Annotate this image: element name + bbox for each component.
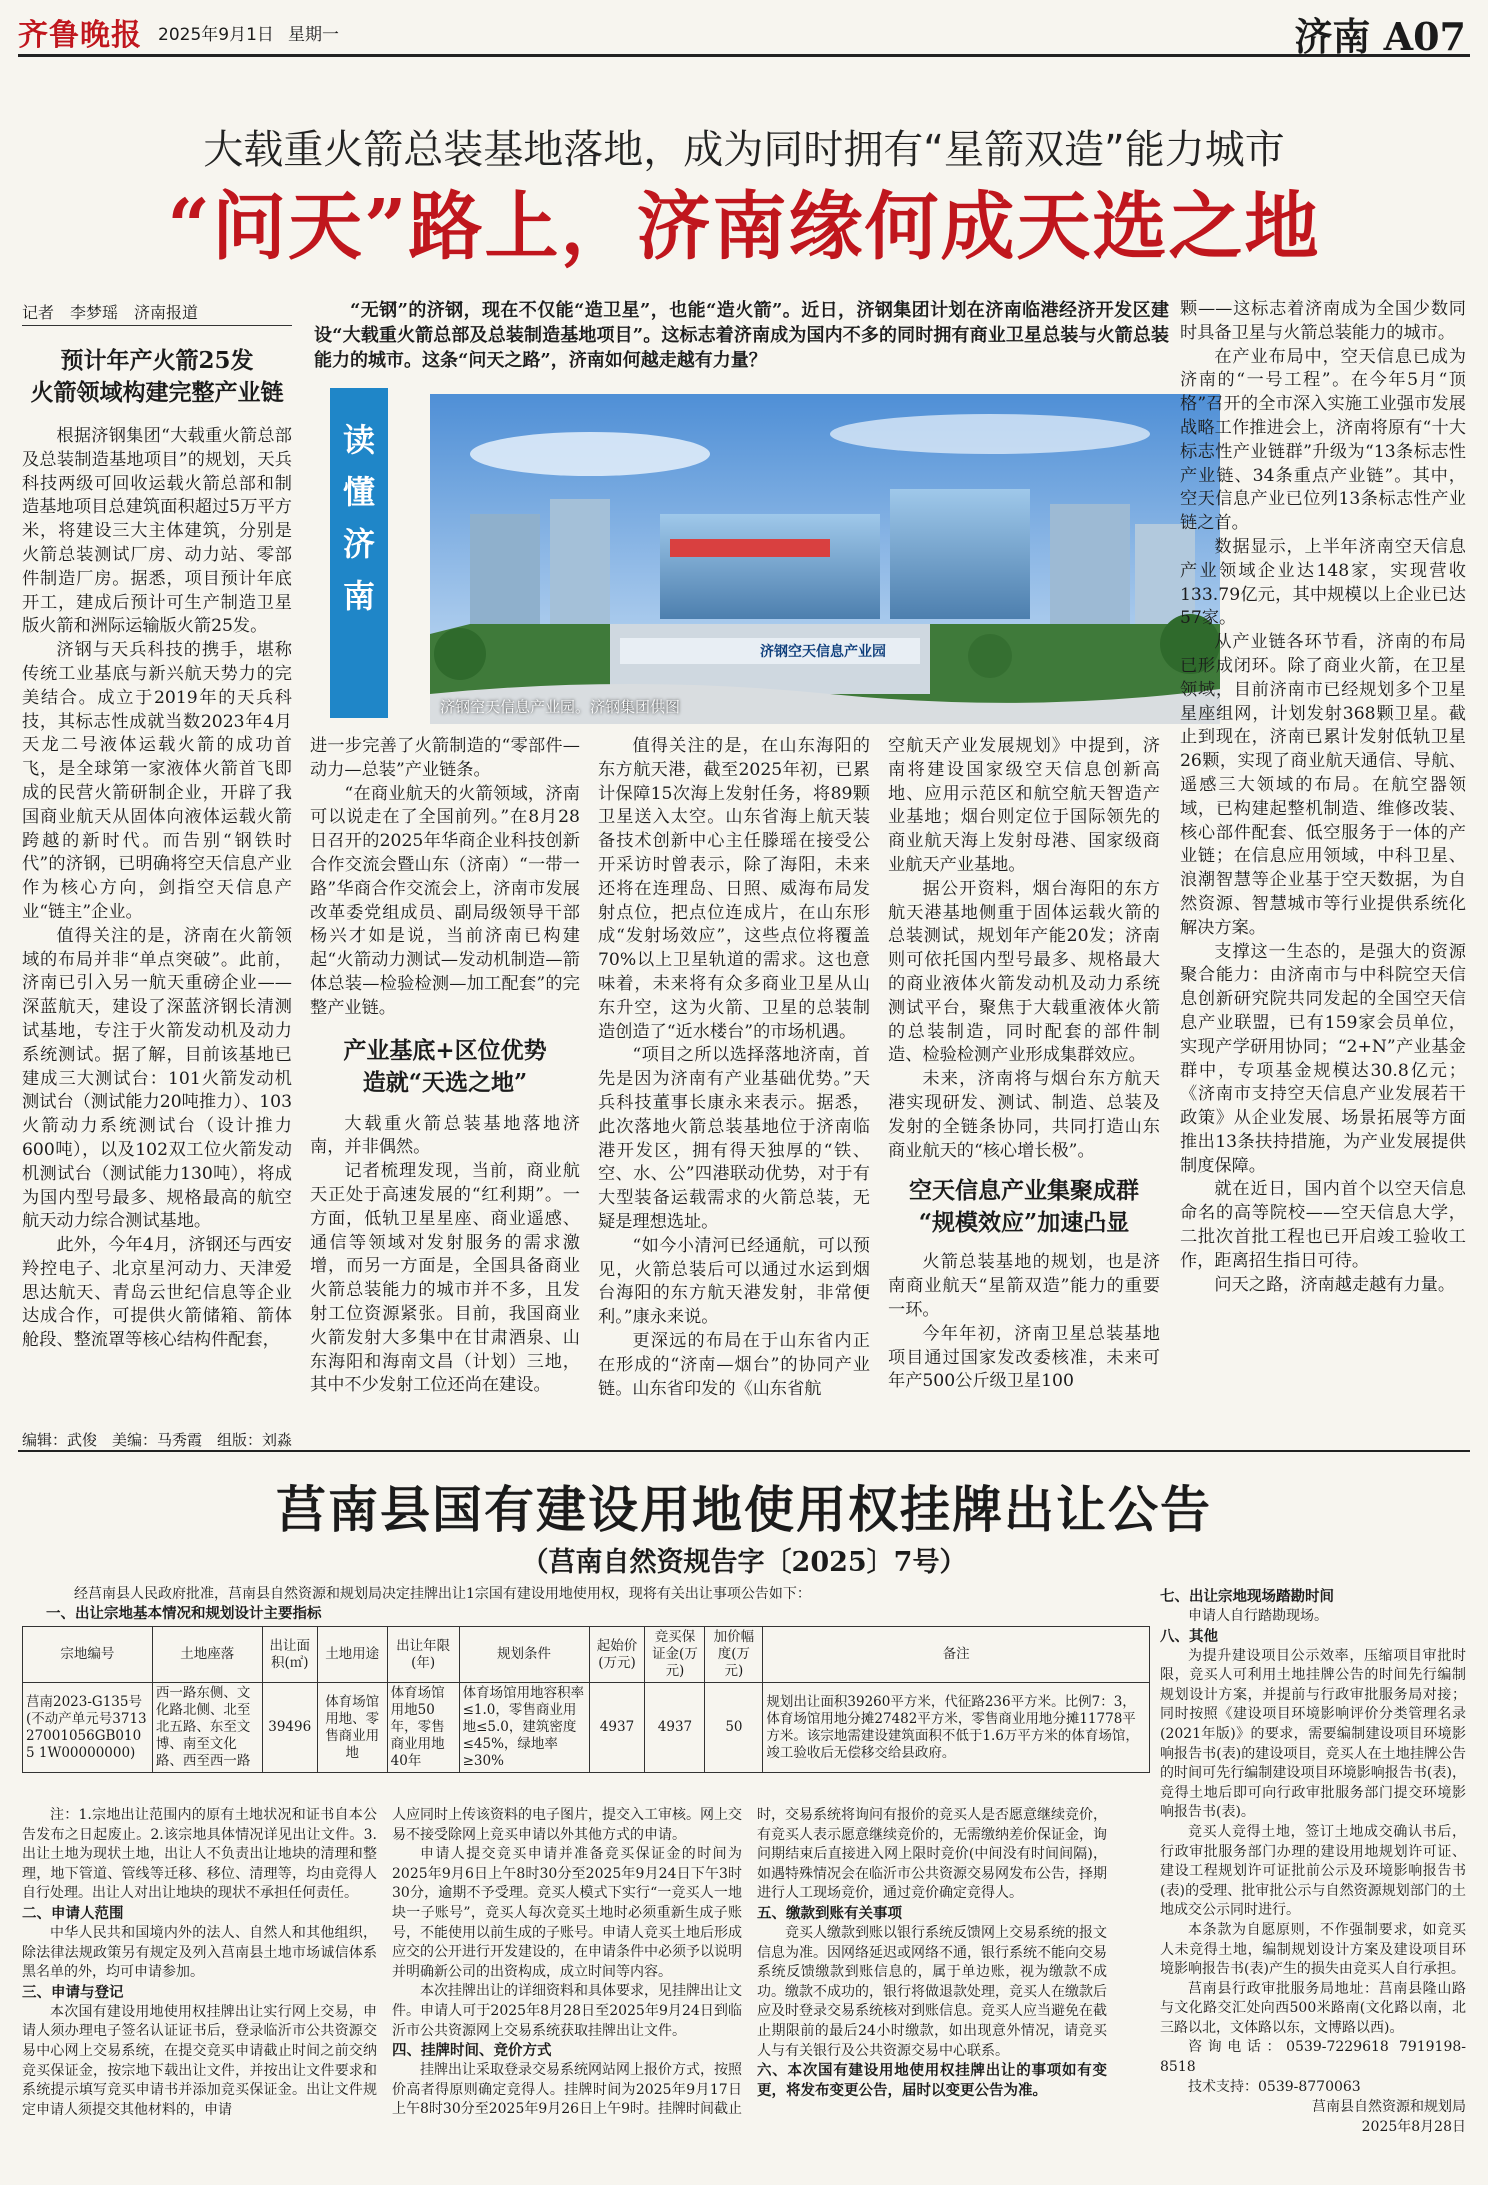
subhead-line: 预计年产火箭25发: [60, 347, 254, 374]
notice-section-6: 六、本次国有建设用地使用权挂牌出让的事项如有变更，将发布变更公告，届时以变更公告为准。: [757, 2062, 1107, 2100]
table-cell: 西一路东侧、文化路北侧、北至北五路、东至文博、南至文化路、西至西一路: [152, 1683, 262, 1773]
table-header-cell: 土地用途: [317, 1627, 387, 1683]
table-header-cell: 竞买保证金(万元): [645, 1627, 705, 1683]
issue-weekday: 星期一: [288, 25, 339, 45]
notice-section-7: 七、出让宗地现场踏勘时间: [1160, 1588, 1334, 1605]
table-cell: 规划出让面积39260平方米，代征路236平方米。比例7：3，体育场馆用地分摊27482平方米，零售商业用地分摊11778平方米。该宗地需建设建筑面积不低于1.6万平方米的体育场馆，竣工验收后无偿移交给县政府。: [763, 1683, 1150, 1773]
table-header-cell: 规划条件: [459, 1627, 589, 1683]
table-cell: 50: [705, 1683, 763, 1773]
column-2-subhead: [310, 1035, 580, 1099]
column-label-char: 懂: [342, 473, 375, 511]
paragraph: 大载重火箭总装基地落地济南，并非偶然。: [310, 1113, 580, 1158]
section-page: 济南 A07: [1294, 14, 1466, 59]
paragraph: 记者梳理发现，当前，商业航天正处于高速发展的“红利期”。一方面，低轨卫星星座、商业遥感、通信等领域对发射服务的需求激增，而另一方面是，全国具备商业火箭总装能力的城市并不多，且发射工位资源紧张。目前，我国商业火箭发射大多集中在甘肃酒泉、山东海阳和海南文昌（计划）三地，其中不少发射工位还尚在建设。: [310, 1161, 580, 1396]
table-cell: 体育场馆用地容积率≤1.0，零售商业用地≤5.0，建筑密度≤45%，绿地率≥30%: [459, 1683, 589, 1773]
paragraph: 颗——这标志着济南成为全国少数同时具备卫星与火箭总装能力的城市。: [1180, 299, 1466, 343]
photo-illustration: [430, 394, 1220, 724]
subhead-line: 造就“天选之地”: [362, 1068, 528, 1096]
paragraph: 支撑这一生态的，是强大的资源聚合能力：由济南市与中科院空天信息创新研究院共同发起的全国空天信息产业联盟，已有159家会员单位，实现产学研用协同；“2+N”产业基金群中，专项基金规模达30.8亿元；《济南市支持空天信息产业发展若干政策》从企业发展、场景拓展等方面推出13条扶持措施，为产业发展提供制度保障。: [1180, 941, 1466, 1176]
article-kicker: 大载重火箭总装基地落地，成为同时拥有“星箭双造”能力城市: [203, 127, 1285, 173]
table-header-row: [23, 1627, 1150, 1683]
newspaper-logo: 齐鲁晚报: [18, 18, 142, 53]
paragraph: 就在近日，国内首个以空天信息命名的高等院校——空天信息大学，二批次首批工程也已开启竣工验收工作，距离招生指日可待。: [1180, 1179, 1466, 1271]
article-column-4: [888, 735, 1160, 1394]
paragraph: 济钢与天兵科技的携手，堪称传统工业基底与新兴航天势力的完美结合。成立于2019年的天兵科技，其标志性成就当数2023年4月天龙二号液体运载火箭的成功首飞，是全球第一家液体火箭首飞即成的民营火箭研制企业，开辟了我国商业航天从固体向液体运载火箭跨越的新时代。而告别“钢铁时代”的济钢，已明确将空天信息产业作为核心方向，剑指空天信息产业“链主”企业。: [22, 640, 292, 922]
subhead-line: 火箭领域构建完整产业链: [30, 379, 284, 406]
notice-date: 2025年8月28日: [1361, 2119, 1466, 2136]
notice-issuer: 莒南县自然资源和规划局: [1312, 2099, 1466, 2116]
notice-paragraph: 人应同时上传该资料的电子图片，提交入工审核。网上交易不接受除网上竞买申请以外其他方式的申请。: [392, 1807, 742, 1843]
table-header-cell: 备注: [763, 1627, 1150, 1683]
notice-paragraph: 竞买人竞得土地，签订土地成交确认书后，行政审批服务部门办理的建设用地规划许可证、建设工程规划许可证批前公示及环境影响报告书(表)的受理、批审批公示与自然资源规划部门的土地成交公示同时进行。: [1160, 1823, 1466, 1919]
table-row: [23, 1683, 1150, 1773]
paragraph: 更深远的布局在于山东省内正在形成的“济南—烟台”的协同产业链。山东省印发的《山东省航: [598, 1330, 870, 1399]
photo-caption: 济钢空天信息产业园。济钢集团供图: [440, 698, 681, 716]
paragraph: 问天之路，济南越走越有力量。: [1214, 1274, 1456, 1295]
paragraph: 数据显示，上半年济南空天信息产业领域企业达148家，实现营收133.79亿元，其中规模以上企业已达57家。: [1180, 536, 1466, 629]
table-header-cell: 宗地编号: [23, 1627, 153, 1683]
paragraph: 火箭总装基地的规划，也是济南商业航天“星箭双造”能力的重要一环。: [888, 1252, 1160, 1320]
table-header-cell: 加价幅度(万元): [705, 1627, 763, 1683]
paragraph: 值得关注的是，济南在火箭领域的布局并非“单点突破”。此前，济南已引入另一航天重磅企业——深蓝航天，建设了深蓝济钢长清测试基地，专注于火箭发动机及动力系统测试。据了解，目前该基地已建成三大测试台：101火箭发动机测试台（测试能力20吨推力）、103火箭动力系统测试台（设计推力600吨），以及102双工位火箭发动机测试台（测试能力130吨），将成为国内型号最多、规格最高的航空航天动力综合测试基地。: [22, 925, 292, 1232]
table-header-cell: 出让年限(年): [387, 1627, 459, 1683]
notice-paragraph: 莒南县行政审批服务局地址：莒南县隆山路与文化路交汇处向西500米路南(文化路以南，北三路以北，文体路以东，文博路以西)。: [1160, 1980, 1466, 2036]
table-header-cell: 出让面积(㎡): [262, 1627, 317, 1683]
paragraph: 值得关注的是，在山东海阳的东方航天港，截至2025年初，已累计保障15次海上发射任务，将89颗卫星送入太空。山东省海上航天装备技术创新中心主任滕瑶在接受公开采访时曾表示，除了海阳，未来还将在连理岛、日照、威海布局发射点位，把点位连成片，在山东形成“发射场效应”，这些点位将覆盖70%以上卫星轨道的需求。这也意味着，未来将有众多商业卫星从山东升空，这为火箭、卫星的总装制造创造了“近水楼台”的市场机遇。: [598, 736, 870, 1042]
paragraph: 在产业布局中，空天信息已成为济南的“一号工程”。在今年5月“顶格”召开的全市深入实施工业强市发展战略工作推进会上，济南将原有“十大标志性产业链群”升级为“13条标志性产业链、34条重点产业链”。其中，空天信息产业已位列13条标志性产业链之首。: [1180, 346, 1466, 534]
notice-intro: 经莒南县人民政府批准，莒南县自然资源和规划局决定挂牌出让1宗国有建设用地使用权，现将有关出让事项公告如下：: [74, 1586, 811, 1602]
notice-tech-support: 技术支持：0539-8770063: [1188, 2078, 1361, 2095]
article-column-1: [22, 345, 292, 1353]
paragraph: 据公开资料，烟台海阳的东方航天港基地侧重于固体运载火箭的总装测试，规划年产能20发；济南则可依托国内型号最多、规格最大的商业液体火箭发动机及动力系统测试平台，聚焦于大载重液体火箭的总装制造，同时配套的部件制造、检验检测产业形成集群效应。: [888, 878, 1160, 1066]
paragraph: 从产业链各环节看，济南的布局已形成闭环。除了商业火箭，在卫星领域，目前济南市已经规划多个卫星星座组网，计划发射368颗卫星。截止到现在，济南已累计发射低轨卫星26颗，实现了商业航天通信、导航、遥感三大领域的布局。在航空器领域，已构建起整机制造、维修改装、核心部件配套、低空服务于一体的产业链；在信息应用领域，中科卫星、浪潮智慧等企业基于空天数据，为自然资源、智慧城市等行业提供系统化解决方案。: [1180, 632, 1466, 938]
notice-column-3: [757, 1806, 1107, 2101]
article-column-5: [1180, 298, 1466, 1297]
notice-paragraph: 本条款为自愿原则，不作强制要求，如竞买人未竞得土地，编制规划设计方案及建设项目环境影响报告书(表)产生的损失由竞买人自行承担。: [1160, 1921, 1466, 1978]
notice-paragraph: 挂牌出让采取登录交易系统网站网上报价方式，按照价高者得原则确定竞得人。挂牌时间为2025年9月17日上午8时30分至2025年9月26日上午9时。挂牌时间截止: [392, 2062, 742, 2118]
notice-intro-block: [46, 1585, 1136, 1624]
notice-paragraph: 申请人自行踏勘现场。: [1188, 1608, 1328, 1624]
notice-paragraph: 时，交易系统将询问有报价的竞买人是否愿意继续竞价，有竞买人表示愿意继续竞价的，无需缴纳差价保证金，询问期结束后直接进入网上限时竞价(中间没有时间间隔)，如遇特殊情况会在临沂市公共资源交易网发布公告，择期进行人工现场竞价，通过竞价确定竞得人。: [757, 1807, 1107, 1902]
notice-section-8: 八、其他: [1160, 1627, 1218, 1645]
masthead: [18, 4, 1470, 57]
notice-subtitle: （莒南自然资规告字〔2025〕7号）: [521, 1547, 967, 1578]
paragraph: “项目之所以选择落地济南，首先是因为济南有产业基础优势。”天兵科技董事长康永来表示。据悉，此次落地火箭总装基地位于济南临港开发区，拥有得天独厚的“铁、空、水、公”四港联动优势，对于有大型装备运载需求的火箭总装，无疑是理想选址。: [598, 1045, 870, 1232]
column-label-char: 南: [342, 577, 375, 615]
subhead-line: “规模效应”加速凸显: [918, 1209, 1130, 1237]
notice-paragraph: 本次国有建设用地使用权挂牌出让实行网上交易，申请人须办理电子签名认证证书后，登录临沂市公共资源交易中心网上交易系统，在提交竞买申请截止时间之前交纳竞买保证金，按宗地下载出让文件，并按出让文件要求和系统提示填写竞买申请书并添加竞买保证金。出让文件规定申请人须提交其他材料的，申请: [22, 2003, 377, 2118]
table-cell: 莒南2023-G135号(不动产单元号371327001056GB0105 1W00000000): [23, 1683, 153, 1773]
issue-date: 2025年9月1日: [158, 25, 274, 45]
article-byline: 记者 李梦瑶 济南报道: [22, 300, 292, 326]
notice-note: 注：1.宗地出让范围内的原有土地状况和证书自本公告发布之日起废止。2.该宗地具体情况详见出让文件。3.出让土地为现状土地，出让人不负责出让地块的清理和整理，地下管道、管线等迁移、移位、清理等，均由竞得人自行处理。出让人对出让地块的现状不承担任何责任。: [22, 1807, 377, 1902]
column-label-char: 读: [342, 421, 375, 459]
paragraph: 今年年初，济南卫星总装基地项目通过国家发改委核准，未来可年产500公斤级卫星100: [888, 1323, 1160, 1392]
notice-section-5: 五、缴款到账有关事项: [757, 1904, 902, 1922]
column-label-char: 济: [342, 525, 375, 563]
building-sign-text: 济钢空天信息产业园: [760, 643, 886, 659]
column-label-text: [330, 414, 388, 622]
paragraph: “在商业航天的火箭领域，济南可以说走在了全国前列。”在8月28日召开的2025年华商企业科技创新合作交流会暨山东（济南）“一带一路”华商合作交流会上，济南市发展改革委党组成员、副局级领导干部杨兴才如是说，当前济南已构建起“火箭动力测试—发动机制造—箭体总装—检验检测—加工配套”的完整产业链。: [310, 783, 580, 1018]
notice-paragraph: 申请人提交竞买申请并准备竞买保证金的时间为2025年9月6日上午8时30分至2025年9月24日下午3时30分，逾期不予受理。竞买人模式下实行“一竞买人一地块一子账号”，竞买人每次竞买土地时必须重新生成子账号，不能使用以前生成的子账号。申请人竞买土地后形成应交的公开进行开发建设的，在申请条件中必须予以说明并明确新公司的出资构成，成立时间等内容。: [392, 1846, 742, 1980]
table-cell: 4937: [589, 1683, 645, 1773]
column-4-subhead: [888, 1175, 1160, 1239]
subhead-line: 空天信息产业集聚成群: [909, 1177, 1139, 1205]
paragraph: “如今小清河已经通航，可以预见，火箭总装后可以通过水运到烟台海阳的东方航天港发射，非常便利。”康永来说。: [598, 1235, 870, 1328]
table-cell: 39496: [262, 1683, 317, 1773]
notice-column-2: [392, 1806, 742, 2120]
notice-section-3: 三、申请与登记: [22, 1983, 124, 2001]
notice-paragraph: 中华人民共和国境内外的法人、自然人和其他组织，除法律法规政策另有规定及列入莒南县土地市场诚信体系黑名单的外，均可申请参加。: [22, 1924, 377, 1981]
notice-column-4: [1160, 1587, 1466, 2137]
table-cell: 体育场馆用地50年，零售商业用地40年: [387, 1683, 459, 1773]
table-cell: 体育场馆用地、零售商业用地: [317, 1683, 387, 1773]
notice-paragraph: 本次挂牌出让的详细资料和具体要求，见挂牌出让文件。申请人可于2025年8月28日至2025年9月24日到临沂市公共资源网上交易系统获取挂牌出让文件。: [392, 1983, 742, 2039]
paragraph: 未来，济南将与烟台东方航天港实现研发、测试、制造、总装及发射的全链条协同，共同打造山东商业航天的“核心增长极”。: [888, 1069, 1160, 1161]
article-photo: [430, 394, 1220, 724]
table-header-cell: 起始价(万元): [589, 1627, 645, 1683]
column-1-subhead: [22, 345, 292, 409]
editor-credits: 编辑：武俊 美编：马秀霞 组版：刘淼: [22, 1431, 293, 1449]
notice-column-1: [22, 1806, 377, 2120]
subhead-line: 产业基底+区位优势: [343, 1036, 547, 1064]
notice-section-2: 二、申请人范围: [22, 1904, 124, 1922]
notice-table-wrap: [22, 1626, 1150, 1773]
notice-paragraph: 为提升建设项目公示效率，压缩项目审批时限，竞买人可利用土地挂牌公告的时间先行编制规划设计方案，并提前与行政审批服务局对接；同时按照《建设项目环境影响评价分类管理名录(2021年版)》的要求，需要编制建设项目环境影响报告书(表)的建设项目，竞买人在土地挂牌公告的时间可先行编制建设项目环境影响报告书(表)，竞得土地后即可向行政审批服务部门提交环境影响报告书(表)。: [1160, 1647, 1466, 1821]
table-cell: 4937: [645, 1683, 705, 1773]
paragraph: 根据济钢集团“大载重火箭总部及总装制造基地项目”的规划，天兵科技两级可回收运载火箭总部和制造基地项目总建筑面积超过5万平方米，将建设三大主体建筑，分别是火箭总装测试厂房、动力站、零部件制造厂房。据悉，项目预计年底开工，建成后预计可生产制造卫星版火箭和洲际运输版火箭25发。: [22, 426, 292, 637]
land-parcel-table: [22, 1626, 1150, 1773]
notice-title: 莒南县国有建设用地使用权挂牌出让公告: [276, 1480, 1212, 1539]
article-column-2: [310, 735, 580, 1398]
paragraph: 此外，今年4月，济钢还与西安羚控电子、北京星河动力、天津爱思达航天、青岛云世纪信息等企业达成合作，可提供火箭储箱、箭体舱段、整流罩等核心结构件配套，: [22, 1235, 292, 1351]
notice-contact-phone: 咨询电话：0539-7229618 7919198-8518: [1160, 2039, 1466, 2076]
article-headline: “问天”路上，济南缘何成天选之地: [167, 184, 1321, 270]
notice-section-1: 一、出让宗地基本情况和规划设计主要指标: [46, 1605, 322, 1622]
notice-section-4: 四、挂牌时间、竞价方式: [392, 2042, 552, 2060]
notice-paragraph: 竞买人缴款到账以银行系统反馈网上交易系统的报文信息为准。因网络延迟或网络不通，银行系统不能向交易系统反馈缴款到账信息的，属于单边账，视为缴款不成功。缴款不成功的，银行将做退款处理，竞买人在缴款后应及时登录交易系统核对到账信息。竞买人应当避免在截止期限前的最后24小时缴款，如出现意外情况，请竞买人与有关银行及公共资源交易中心联系。: [757, 1924, 1107, 2059]
section-divider: [18, 1450, 1470, 1452]
article-column-3: [598, 735, 870, 1401]
paragraph: 空航天产业发展规划》中提到，济南将建设国家级空天信息创新高地、应用示范区和航空航天智造产业基地；烟台则定位于国际领先的商业航天海上发射母港、国家级商业航天产业基地。: [888, 736, 1160, 875]
article-lead: “无钢”的济钢，现在不仅能“造卫星”，也能“造火箭”。近日，济钢集团计划在济南临港经济开发区建设“大载重火箭总部及总装制造基地项目”。这标志着济南成为国内不多的同时拥有商业卫星总装与火箭总装能力的城市。这条“问天之路”，济南如何越走越有力量？: [314, 300, 1169, 371]
table-header-cell: 土地座落: [152, 1627, 262, 1683]
column-label-badge: [330, 388, 388, 718]
paragraph: 进一步完善了火箭制造的“零部件—动力—总装”产业链条。: [310, 736, 580, 780]
